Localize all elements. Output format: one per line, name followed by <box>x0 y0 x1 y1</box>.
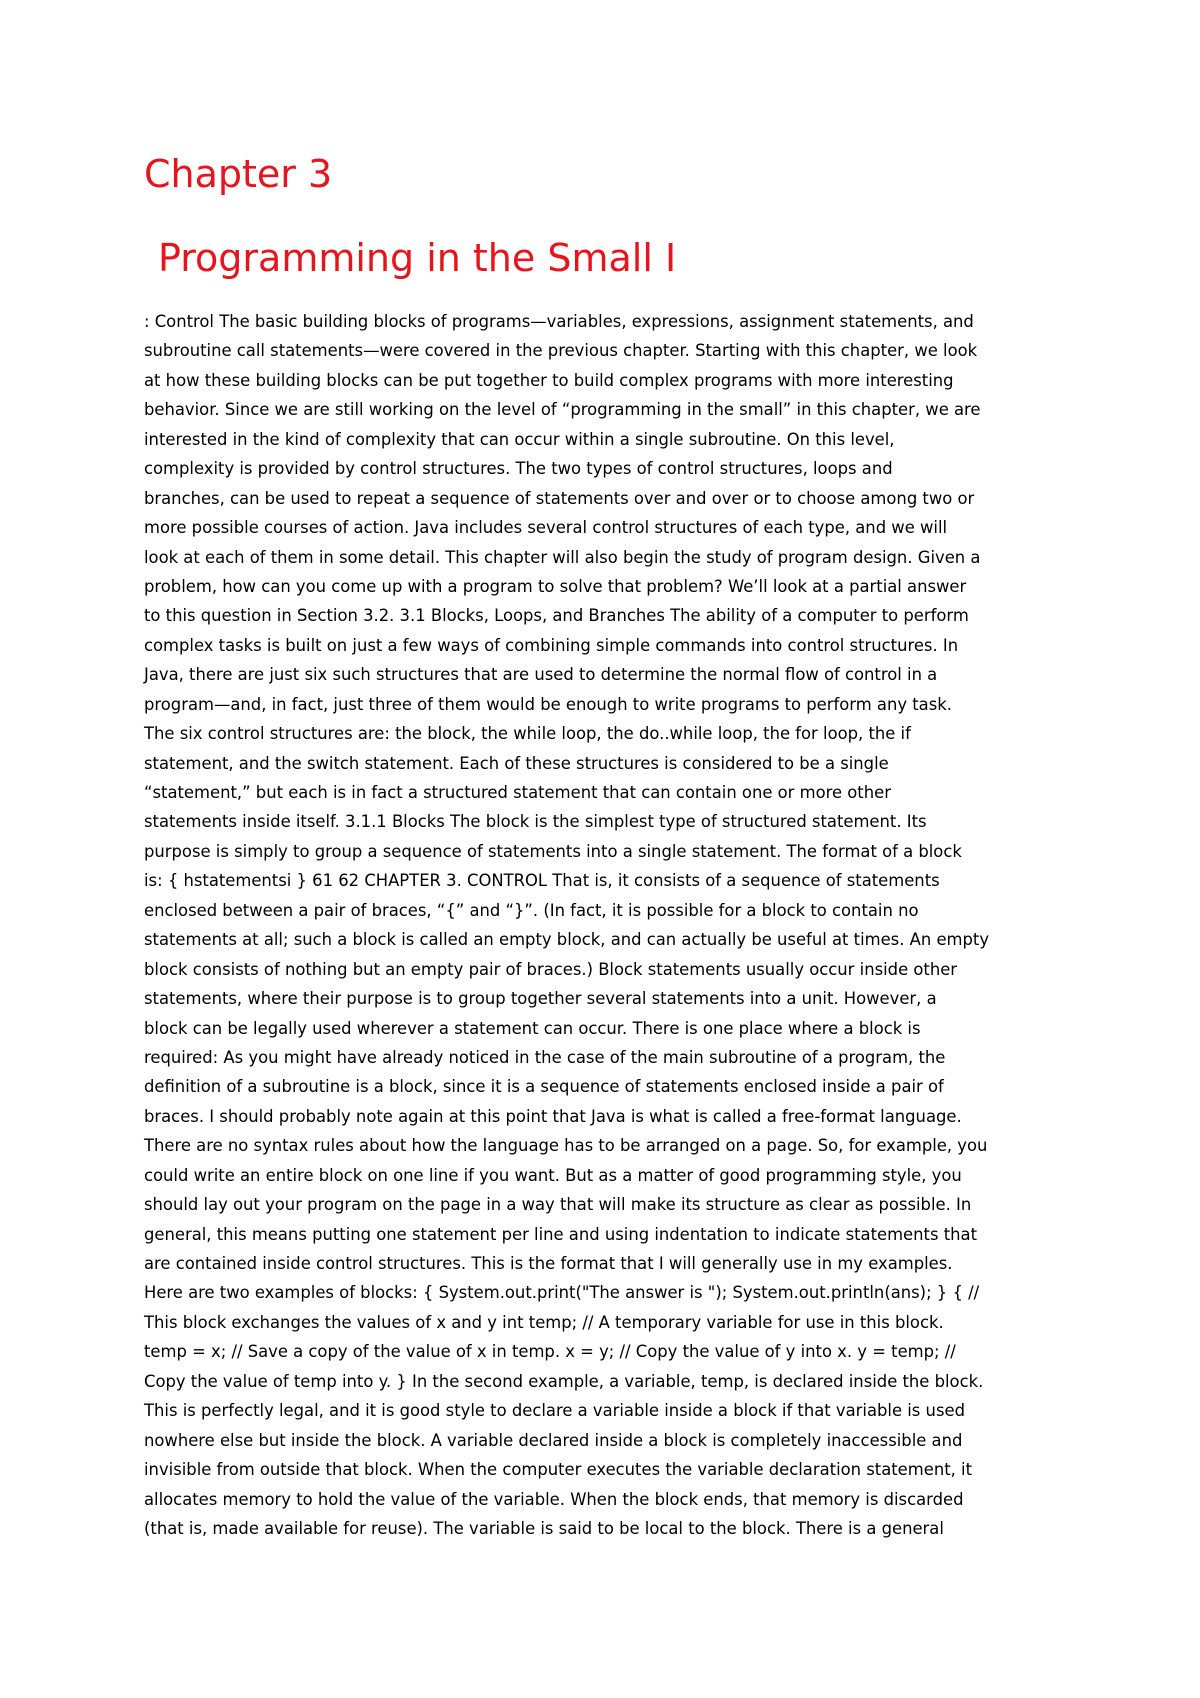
body-line: complex tasks is built on just a few ways of combining simple commands into control structures. In <box>144 635 959 655</box>
body-line: could write an entire block on one line if you want. But as a matter of good programming style, you <box>144 1165 962 1185</box>
body-line: complexity is provided by control structures. The two types of control structures, loops and <box>144 459 893 479</box>
body-line: program—and, in fact, just three of them would be enough to write programs to perform any task. <box>144 694 952 714</box>
body-line: allocates memory to hold the value of the variable. When the block ends, that memory is discarded <box>144 1489 964 1509</box>
body-line: look at each of them in some detail. This chapter will also begin the study of program design. Given a <box>144 547 981 567</box>
body-line: definition of a subroutine is a block, since it is a sequence of statements enclosed inside a pair of <box>144 1077 944 1097</box>
body-line: Here are two examples of blocks: { System.out.print("The answer is "); System.out.println(ans); } { // <box>144 1283 980 1303</box>
body-line: subroutine call statements—were covered in the previous chapter. Starting with this chapter, we look <box>144 341 978 361</box>
body-line: interested in the kind of complexity that can occur within a single subroutine. On this level, <box>144 429 895 449</box>
body-line: statements, where their purpose is to group together several statements into a unit. However, a <box>144 989 937 1009</box>
body-line: purpose is simply to group a sequence of statements into a single statement. The format of a block <box>144 841 962 861</box>
body-line: behavior. Since we are still working on the level of “programming in the small” in this chapter, we are <box>144 400 981 420</box>
body-line: There are no syntax rules about how the language has to be arranged on a page. So, for example, you <box>144 1136 988 1156</box>
body-line: (that is, made available for reuse). The variable is said to be local to the block. There is a general <box>144 1518 944 1538</box>
body-line: more possible courses of action. Java includes several control structures of each type, and we will <box>144 518 948 538</box>
body-line: at how these building blocks can be put together to build complex programs with more interesting <box>144 370 954 390</box>
body-line: statements at all; such a block is called an empty block, and can actually be useful at times. An empty <box>144 930 990 950</box>
body-line: is: { hstatementsi } 61 62 CHAPTER 3. CONTROL That is, it consists of a sequence of statements <box>144 871 940 891</box>
body-line: should lay out your program on the page in a way that will make its structure as clear as possible. In <box>144 1195 972 1215</box>
body-line: “statement,” but each is in fact a structured statement that can contain one or more other <box>144 783 891 802</box>
body-line: enclosed between a pair of braces, “{” and “}”. (In fact, it is possible for a block to contain no <box>144 900 919 920</box>
chapter-subtitle: Programming in the Small I <box>158 236 677 280</box>
body-line: to this question in Section 3.2. 3.1 Blocks, Loops, and Branches The ability of a computer to perform <box>144 606 969 626</box>
chapter-title: Chapter 3 <box>144 152 333 196</box>
body-line: The six control structures are: the block, the while loop, the do..while loop, the for loop, the if <box>144 724 911 744</box>
body-line: block can be legally used wherever a statement can occur. There is one place where a block is <box>144 1018 921 1038</box>
body-line: problem, how can you come up with a program to solve that problem? We’ll look at a partial answer <box>144 576 967 596</box>
body-line: invisible from outside that block. When the computer executes the variable declaration statement, it <box>144 1460 973 1480</box>
body-line: This is perfectly legal, and it is good style to declare a variable inside a block if that variable is used <box>144 1401 965 1421</box>
body-line: Java, there are just six such structures that are used to determine the normal flow of control in a <box>144 665 938 685</box>
body-text <box>144 307 1064 1543</box>
body-line: statement, and the switch statement. Each of these structures is considered to be a single <box>144 753 889 773</box>
body-line: required: As you might have already noticed in the case of the main subroutine of a program, the <box>144 1047 946 1067</box>
body-line: temp = x; // Save a copy of the value of x in temp. x = y; // Copy the value of y into x. y = temp; // <box>144 1342 956 1362</box>
body-line: block consists of nothing but an empty pair of braces.) Block statements usually occur inside other <box>144 959 958 979</box>
body-line: general, this means putting one statement per line and using indentation to indicate statements that <box>144 1224 977 1244</box>
body-line: Copy the value of temp into y. } In the second example, a variable, temp, is declared inside the block. <box>144 1371 984 1391</box>
body-line: are contained inside control structures. This is the format that I will generally use in my examples. <box>144 1254 953 1273</box>
body-line: branches, can be used to repeat a sequence of statements over and over or to choose among two or <box>144 488 975 508</box>
body-line: statements inside itself. 3.1.1 Blocks The block is the simplest type of structured statement. Its <box>144 812 927 832</box>
body-line: This block exchanges the values of x and y int temp; // A temporary variable for use in this block. <box>144 1312 944 1332</box>
body-line: nowhere else but inside the block. A variable declared inside a block is completely inaccessible and <box>144 1430 963 1450</box>
body-line: braces. I should probably note again at this point that Java is what is called a free-format language. <box>144 1106 962 1126</box>
body-line: : Control The basic building blocks of programs—variables, expressions, assignment statements, and <box>144 312 974 331</box>
